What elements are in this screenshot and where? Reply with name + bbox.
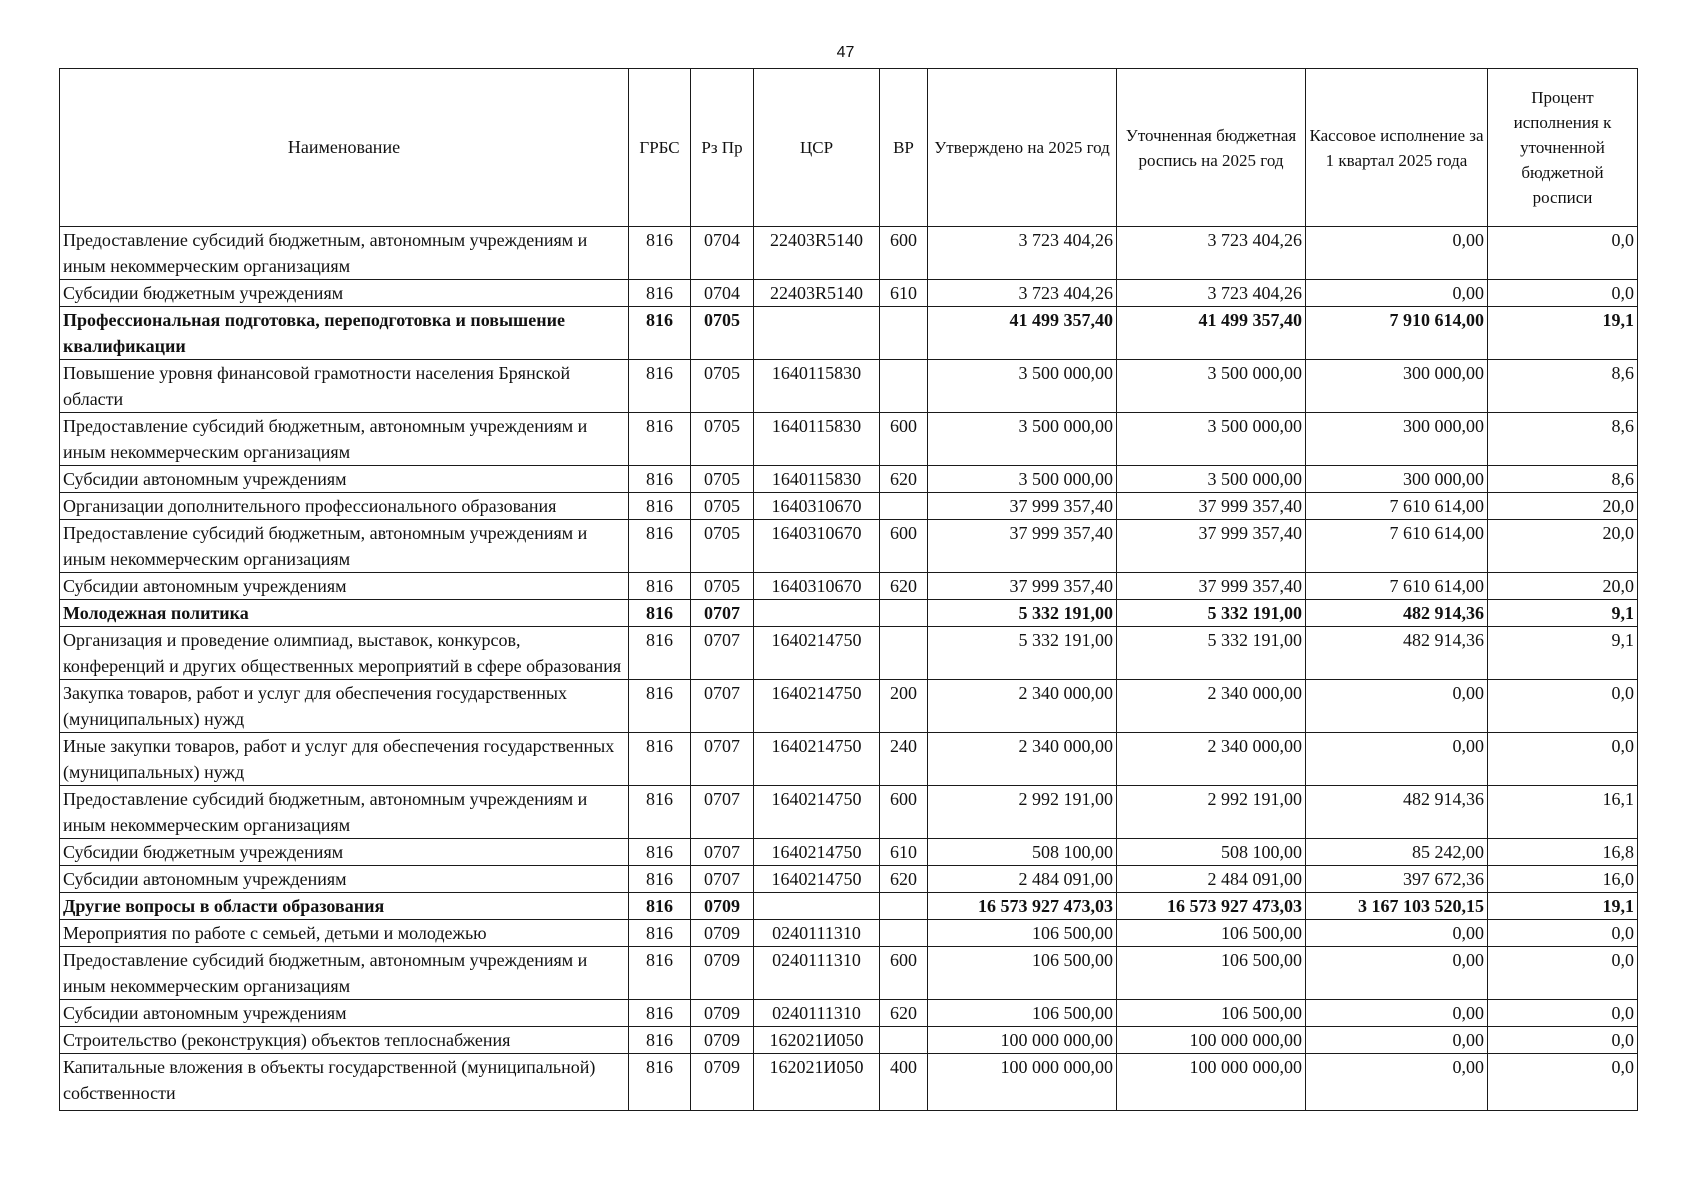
- cell-csr: 162021И050: [754, 1054, 880, 1111]
- cell-csr: [754, 893, 880, 920]
- cell-cash: 0,00: [1306, 733, 1488, 786]
- cell-refined: 5 332 191,00: [1117, 600, 1306, 627]
- cell-name: Предоставление субсидий бюджетным, автономным учреждениям и иным некоммерческим организациям: [60, 786, 629, 839]
- cell-grbs: 816: [629, 520, 691, 573]
- cell-cash: 7 610 614,00: [1306, 573, 1488, 600]
- cell-rzpr: 0704: [691, 280, 754, 307]
- cell-refined: 41 499 357,40: [1117, 307, 1306, 360]
- cell-rzpr: 0707: [691, 733, 754, 786]
- cell-name: Предоставление субсидий бюджетным, автономным учреждениям и иным некоммерческим организациям: [60, 413, 629, 466]
- cell-vr: [880, 307, 928, 360]
- cell-vr: [880, 360, 928, 413]
- cell-csr: [754, 600, 880, 627]
- cell-vr: [880, 493, 928, 520]
- section-total-row: [60, 600, 1638, 627]
- cell-name: Капитальные вложения в объекты государственной (муниципальной) собственности: [60, 1054, 629, 1111]
- cell-rzpr: 0707: [691, 627, 754, 680]
- cell-csr: 1640310670: [754, 573, 880, 600]
- cell-name: Субсидии бюджетным учреждениям: [60, 280, 629, 307]
- page-number: 47: [836, 44, 855, 61]
- cell-percent: 0,0: [1488, 280, 1638, 307]
- cell-cash: 482 914,36: [1306, 600, 1488, 627]
- cell-cash: 482 914,36: [1306, 627, 1488, 680]
- cell-rzpr: 0705: [691, 466, 754, 493]
- header-rzpr: Рз Пр: [691, 69, 754, 227]
- cell-csr: 1640115830: [754, 360, 880, 413]
- cell-name: Субсидии автономным учреждениям: [60, 573, 629, 600]
- cell-percent: 0,0: [1488, 680, 1638, 733]
- cell-approved: 508 100,00: [928, 839, 1117, 866]
- table-row: [60, 1027, 1638, 1054]
- cell-refined: 3 500 000,00: [1117, 413, 1306, 466]
- cell-grbs: 816: [629, 227, 691, 280]
- cell-refined: 37 999 357,40: [1117, 493, 1306, 520]
- cell-refined: 37 999 357,40: [1117, 520, 1306, 573]
- cell-refined: 2 992 191,00: [1117, 786, 1306, 839]
- cell-approved: 3 500 000,00: [928, 413, 1117, 466]
- table-row: [60, 733, 1638, 786]
- cell-rzpr: 0707: [691, 866, 754, 893]
- cell-name: Строительство (реконструкция) объектов теплоснабжения: [60, 1027, 629, 1054]
- cell-name: Организации дополнительного профессионального образования: [60, 493, 629, 520]
- cell-cash: 85 242,00: [1306, 839, 1488, 866]
- header-grbs: ГРБС: [629, 69, 691, 227]
- table-header-row: [60, 69, 1638, 227]
- cell-vr: 600: [880, 520, 928, 573]
- cell-cash: 7 910 614,00: [1306, 307, 1488, 360]
- cell-vr: 610: [880, 839, 928, 866]
- cell-approved: 3 500 000,00: [928, 360, 1117, 413]
- cell-csr: 1640115830: [754, 413, 880, 466]
- cell-refined: 2 340 000,00: [1117, 733, 1306, 786]
- header-name: Наименование: [60, 69, 629, 227]
- cell-percent: 20,0: [1488, 520, 1638, 573]
- cell-vr: [880, 627, 928, 680]
- cell-percent: 0,0: [1488, 227, 1638, 280]
- cell-vr: 600: [880, 227, 928, 280]
- cell-rzpr: 0705: [691, 360, 754, 413]
- cell-csr: 1640214750: [754, 733, 880, 786]
- cell-vr: [880, 893, 928, 920]
- cell-csr: 0240111310: [754, 920, 880, 947]
- cell-percent: 9,1: [1488, 600, 1638, 627]
- cell-csr: 1640214750: [754, 680, 880, 733]
- cell-refined: 100 000 000,00: [1117, 1054, 1306, 1111]
- cell-rzpr: 0709: [691, 1000, 754, 1027]
- cell-refined: 3 723 404,26: [1117, 280, 1306, 307]
- cell-cash: 482 914,36: [1306, 786, 1488, 839]
- cell-grbs: 816: [629, 627, 691, 680]
- cell-percent: 19,1: [1488, 307, 1638, 360]
- cell-vr: 620: [880, 466, 928, 493]
- cell-grbs: 816: [629, 680, 691, 733]
- cell-approved: 3 723 404,26: [928, 227, 1117, 280]
- cell-grbs: 816: [629, 360, 691, 413]
- cell-csr: 1640214750: [754, 627, 880, 680]
- cell-rzpr: 0709: [691, 893, 754, 920]
- table-row: [60, 947, 1638, 1000]
- table-row: [60, 866, 1638, 893]
- cell-percent: 20,0: [1488, 573, 1638, 600]
- cell-csr: 22403R5140: [754, 227, 880, 280]
- cell-refined: 3 500 000,00: [1117, 360, 1306, 413]
- cell-cash: 7 610 614,00: [1306, 493, 1488, 520]
- cell-name: Профессиональная подготовка, переподготовка и повышение квалификации: [60, 307, 629, 360]
- cell-grbs: 816: [629, 307, 691, 360]
- cell-rzpr: 0707: [691, 680, 754, 733]
- table-row: [60, 280, 1638, 307]
- table-row: [60, 520, 1638, 573]
- cell-cash: 0,00: [1306, 227, 1488, 280]
- cell-approved: 100 000 000,00: [928, 1054, 1117, 1111]
- cell-approved: 106 500,00: [928, 947, 1117, 1000]
- table-row: [60, 360, 1638, 413]
- cell-percent: 16,0: [1488, 866, 1638, 893]
- cell-refined: 37 999 357,40: [1117, 573, 1306, 600]
- cell-cash: 0,00: [1306, 280, 1488, 307]
- cell-approved: 3 500 000,00: [928, 466, 1117, 493]
- header-approved: Утверждено на 2025 год: [928, 69, 1117, 227]
- cell-approved: 37 999 357,40: [928, 573, 1117, 600]
- table-body: [60, 227, 1638, 1111]
- cell-percent: 8,6: [1488, 360, 1638, 413]
- cell-grbs: 816: [629, 1027, 691, 1054]
- cell-name: Субсидии автономным учреждениям: [60, 866, 629, 893]
- cell-approved: 37 999 357,40: [928, 520, 1117, 573]
- cell-grbs: 816: [629, 839, 691, 866]
- cell-approved: 100 000 000,00: [928, 1027, 1117, 1054]
- cell-grbs: 816: [629, 947, 691, 1000]
- cell-csr: [754, 307, 880, 360]
- cell-refined: 106 500,00: [1117, 1000, 1306, 1027]
- cell-percent: 0,0: [1488, 1054, 1638, 1111]
- cell-approved: 16 573 927 473,03: [928, 893, 1117, 920]
- cell-grbs: 816: [629, 866, 691, 893]
- cell-percent: 0,0: [1488, 1000, 1638, 1027]
- cell-refined: 3 723 404,26: [1117, 227, 1306, 280]
- cell-cash: 0,00: [1306, 1000, 1488, 1027]
- cell-vr: 400: [880, 1054, 928, 1111]
- table-row: [60, 680, 1638, 733]
- cell-rzpr: 0709: [691, 1054, 754, 1111]
- cell-grbs: 816: [629, 493, 691, 520]
- cell-cash: 0,00: [1306, 680, 1488, 733]
- cell-rzpr: 0705: [691, 493, 754, 520]
- cell-approved: 3 723 404,26: [928, 280, 1117, 307]
- section-total-row: [60, 307, 1638, 360]
- cell-csr: 1640115830: [754, 466, 880, 493]
- table-row: [60, 573, 1638, 600]
- cell-grbs: 816: [629, 466, 691, 493]
- cell-rzpr: 0705: [691, 573, 754, 600]
- table-row: [60, 1000, 1638, 1027]
- cell-rzpr: 0707: [691, 786, 754, 839]
- cell-vr: [880, 920, 928, 947]
- table-row: [60, 413, 1638, 466]
- cell-name: Предоставление субсидий бюджетным, автономным учреждениям и иным некоммерческим организациям: [60, 520, 629, 573]
- cell-refined: 5 332 191,00: [1117, 627, 1306, 680]
- cell-percent: 20,0: [1488, 493, 1638, 520]
- cell-refined: 106 500,00: [1117, 920, 1306, 947]
- cell-approved: 2 992 191,00: [928, 786, 1117, 839]
- cell-vr: 620: [880, 573, 928, 600]
- cell-percent: 0,0: [1488, 920, 1638, 947]
- cell-name: Другие вопросы в области образования: [60, 893, 629, 920]
- cell-percent: 8,6: [1488, 466, 1638, 493]
- cell-vr: 200: [880, 680, 928, 733]
- cell-csr: 1640214750: [754, 786, 880, 839]
- budget-execution-table: [59, 68, 1638, 1111]
- cell-rzpr: 0705: [691, 520, 754, 573]
- cell-grbs: 816: [629, 1054, 691, 1111]
- cell-grbs: 816: [629, 413, 691, 466]
- cell-rzpr: 0705: [691, 307, 754, 360]
- cell-percent: 16,1: [1488, 786, 1638, 839]
- cell-approved: 2 340 000,00: [928, 733, 1117, 786]
- cell-refined: 106 500,00: [1117, 947, 1306, 1000]
- cell-percent: 0,0: [1488, 733, 1638, 786]
- cell-percent: 8,6: [1488, 413, 1638, 466]
- cell-name: Субсидии автономным учреждениям: [60, 466, 629, 493]
- table-row: [60, 839, 1638, 866]
- cell-approved: 2 484 091,00: [928, 866, 1117, 893]
- cell-rzpr: 0705: [691, 413, 754, 466]
- cell-name: Молодежная политика: [60, 600, 629, 627]
- cell-percent: 0,0: [1488, 947, 1638, 1000]
- cell-cash: 0,00: [1306, 947, 1488, 1000]
- cell-grbs: 816: [629, 920, 691, 947]
- cell-refined: 508 100,00: [1117, 839, 1306, 866]
- cell-rzpr: 0707: [691, 839, 754, 866]
- cell-grbs: 816: [629, 786, 691, 839]
- table-row: [60, 627, 1638, 680]
- table-row: [60, 1054, 1638, 1111]
- cell-approved: 5 332 191,00: [928, 600, 1117, 627]
- table-row: [60, 920, 1638, 947]
- header-cash: Кассовое исполнение за 1 квартал 2025 года: [1306, 69, 1488, 227]
- cell-cash: 397 672,36: [1306, 866, 1488, 893]
- cell-percent: 9,1: [1488, 627, 1638, 680]
- table-row: [60, 786, 1638, 839]
- cell-approved: 106 500,00: [928, 1000, 1117, 1027]
- cell-name: Предоставление субсидий бюджетным, автономным учреждениям и иным некоммерческим организациям: [60, 947, 629, 1000]
- cell-refined: 2 340 000,00: [1117, 680, 1306, 733]
- cell-name: Мероприятия по работе с семьей, детьми и молодежью: [60, 920, 629, 947]
- cell-approved: 37 999 357,40: [928, 493, 1117, 520]
- cell-cash: 300 000,00: [1306, 413, 1488, 466]
- cell-vr: 600: [880, 786, 928, 839]
- cell-rzpr: 0704: [691, 227, 754, 280]
- cell-name: Организация и проведение олимпиад, выставок, конкурсов, конференций и других общественных мероприятий в сфере образования: [60, 627, 629, 680]
- cell-name: Повышение уровня финансовой грамотности населения Брянской области: [60, 360, 629, 413]
- cell-csr: 1640310670: [754, 493, 880, 520]
- cell-refined: 3 500 000,00: [1117, 466, 1306, 493]
- cell-csr: 0240111310: [754, 1000, 880, 1027]
- cell-csr: 0240111310: [754, 947, 880, 1000]
- cell-cash: 0,00: [1306, 1027, 1488, 1054]
- cell-vr: 240: [880, 733, 928, 786]
- cell-vr: [880, 600, 928, 627]
- cell-name: Субсидии автономным учреждениям: [60, 1000, 629, 1027]
- cell-rzpr: 0707: [691, 600, 754, 627]
- cell-cash: 300 000,00: [1306, 360, 1488, 413]
- cell-vr: 600: [880, 413, 928, 466]
- cell-name: Иные закупки товаров, работ и услуг для обеспечения государственных (муниципальных) нужд: [60, 733, 629, 786]
- cell-grbs: 816: [629, 733, 691, 786]
- table-row: [60, 493, 1638, 520]
- cell-rzpr: 0709: [691, 1027, 754, 1054]
- cell-grbs: 816: [629, 1000, 691, 1027]
- header-csr: ЦСР: [754, 69, 880, 227]
- cell-name: Субсидии бюджетным учреждениям: [60, 839, 629, 866]
- cell-approved: 41 499 357,40: [928, 307, 1117, 360]
- cell-csr: 1640214750: [754, 866, 880, 893]
- cell-approved: 5 332 191,00: [928, 627, 1117, 680]
- cell-grbs: 816: [629, 893, 691, 920]
- cell-vr: [880, 1027, 928, 1054]
- cell-cash: 7 610 614,00: [1306, 520, 1488, 573]
- cell-approved: 2 340 000,00: [928, 680, 1117, 733]
- cell-vr: 610: [880, 280, 928, 307]
- header-percent: Процент исполнения к уточненной бюджетной росписи: [1488, 69, 1638, 227]
- cell-refined: 100 000 000,00: [1117, 1027, 1306, 1054]
- cell-rzpr: 0709: [691, 947, 754, 1000]
- cell-approved: 106 500,00: [928, 920, 1117, 947]
- cell-cash: 300 000,00: [1306, 466, 1488, 493]
- cell-vr: 620: [880, 1000, 928, 1027]
- cell-vr: 620: [880, 866, 928, 893]
- cell-percent: 16,8: [1488, 839, 1638, 866]
- cell-vr: 600: [880, 947, 928, 1000]
- cell-percent: 0,0: [1488, 1027, 1638, 1054]
- cell-cash: 0,00: [1306, 1054, 1488, 1111]
- cell-refined: 2 484 091,00: [1117, 866, 1306, 893]
- cell-grbs: 816: [629, 280, 691, 307]
- cell-cash: 3 167 103 520,15: [1306, 893, 1488, 920]
- header-refined: Уточненная бюджетная роспись на 2025 год: [1117, 69, 1306, 227]
- cell-cash: 0,00: [1306, 920, 1488, 947]
- cell-percent: 19,1: [1488, 893, 1638, 920]
- cell-csr: 1640214750: [754, 839, 880, 866]
- cell-rzpr: 0709: [691, 920, 754, 947]
- cell-name: Предоставление субсидий бюджетным, автономным учреждениям и иным некоммерческим организациям: [60, 227, 629, 280]
- table-row: [60, 227, 1638, 280]
- cell-grbs: 816: [629, 600, 691, 627]
- cell-csr: 1640310670: [754, 520, 880, 573]
- cell-csr: 162021И050: [754, 1027, 880, 1054]
- cell-grbs: 816: [629, 573, 691, 600]
- cell-csr: 22403R5140: [754, 280, 880, 307]
- cell-refined: 16 573 927 473,03: [1117, 893, 1306, 920]
- section-total-row: [60, 893, 1638, 920]
- cell-name: Закупка товаров, работ и услуг для обеспечения государственных (муниципальных) нужд: [60, 680, 629, 733]
- table-row: [60, 466, 1638, 493]
- header-vr: ВР: [880, 69, 928, 227]
